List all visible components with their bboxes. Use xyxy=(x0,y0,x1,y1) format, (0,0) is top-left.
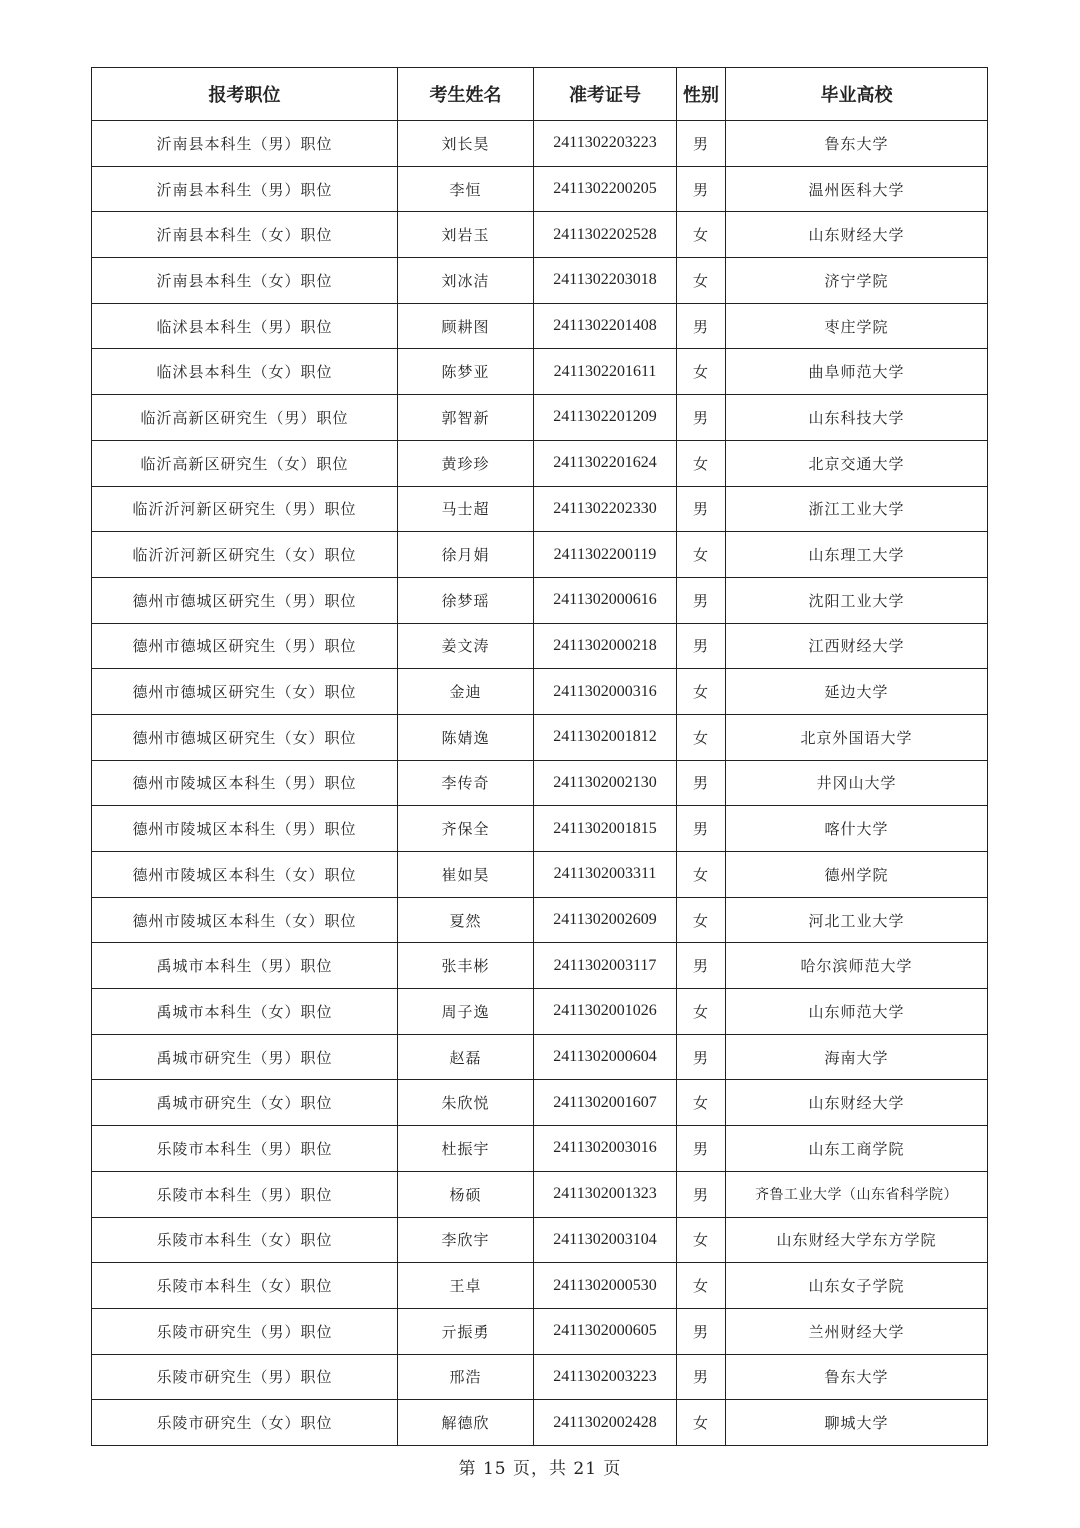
table-row xyxy=(92,212,988,258)
cell-position: 乐陵市研究生（女）职位 xyxy=(92,1400,398,1446)
admission-table xyxy=(91,67,988,1446)
cell-position: 禹城市本科生（女）职位 xyxy=(92,989,398,1035)
cell-school: 鲁东大学 xyxy=(726,1354,988,1400)
cell-exam-id: 2411302201209 xyxy=(534,395,677,441)
cell-exam-id: 2411302002130 xyxy=(534,760,677,806)
table-row xyxy=(92,1263,988,1309)
cell-name: 亓振勇 xyxy=(398,1308,534,1354)
table-row xyxy=(92,1034,988,1080)
cell-exam-id: 2411302002609 xyxy=(534,897,677,943)
table-row xyxy=(92,989,988,1035)
cell-name: 徐梦瑶 xyxy=(398,577,534,623)
cell-gender: 男 xyxy=(677,1171,726,1217)
cell-school: 济宁学院 xyxy=(726,258,988,304)
cell-school: 山东师范大学 xyxy=(726,989,988,1035)
header-gender: 性别 xyxy=(677,68,726,121)
cell-gender: 女 xyxy=(677,669,726,715)
cell-gender: 女 xyxy=(677,714,726,760)
cell-position: 乐陵市本科生（女）职位 xyxy=(92,1263,398,1309)
table-row xyxy=(92,486,988,532)
cell-gender: 女 xyxy=(677,349,726,395)
cell-name: 邢浩 xyxy=(398,1354,534,1400)
cell-position: 德州市陵城区本科生（女）职位 xyxy=(92,897,398,943)
cell-name: 李传奇 xyxy=(398,760,534,806)
cell-name: 陈婧逸 xyxy=(398,714,534,760)
cell-exam-id: 2411302003117 xyxy=(534,943,677,989)
cell-school: 河北工业大学 xyxy=(726,897,988,943)
cell-position: 德州市陵城区本科生（男）职位 xyxy=(92,806,398,852)
cell-name: 刘岩玉 xyxy=(398,212,534,258)
header-school: 毕业高校 xyxy=(726,68,988,121)
cell-school: 沈阳工业大学 xyxy=(726,577,988,623)
cell-name: 马士超 xyxy=(398,486,534,532)
cell-exam-id: 2411302202528 xyxy=(534,212,677,258)
cell-exam-id: 2411302003311 xyxy=(534,852,677,898)
cell-gender: 男 xyxy=(677,121,726,167)
cell-exam-id: 2411302001607 xyxy=(534,1080,677,1126)
cell-name: 金迪 xyxy=(398,669,534,715)
cell-gender: 女 xyxy=(677,852,726,898)
cell-position: 临沂沂河新区研究生（女）职位 xyxy=(92,532,398,578)
cell-school: 兰州财经大学 xyxy=(726,1308,988,1354)
cell-school: 哈尔滨师范大学 xyxy=(726,943,988,989)
cell-gender: 男 xyxy=(677,1034,726,1080)
table-row xyxy=(92,760,988,806)
cell-exam-id: 2411302203018 xyxy=(534,258,677,304)
cell-position: 禹城市研究生（女）职位 xyxy=(92,1080,398,1126)
cell-gender: 男 xyxy=(677,760,726,806)
cell-exam-id: 2411302000616 xyxy=(534,577,677,623)
cell-school: 山东科技大学 xyxy=(726,395,988,441)
cell-name: 周子逸 xyxy=(398,989,534,1035)
cell-exam-id: 2411302201408 xyxy=(534,303,677,349)
cell-position: 沂南县本科生（女）职位 xyxy=(92,258,398,304)
cell-position: 乐陵市本科生（男）职位 xyxy=(92,1171,398,1217)
cell-school: 齐鲁工业大学（山东省科学院） xyxy=(726,1171,988,1217)
cell-gender: 男 xyxy=(677,943,726,989)
table-row xyxy=(92,1308,988,1354)
cell-name: 刘冰洁 xyxy=(398,258,534,304)
header-position: 报考职位 xyxy=(92,68,398,121)
table-row xyxy=(92,1354,988,1400)
cell-position: 临沂沂河新区研究生（男）职位 xyxy=(92,486,398,532)
table-body xyxy=(92,121,988,1446)
cell-position: 临沂高新区研究生（女）职位 xyxy=(92,440,398,486)
cell-school: 北京交通大学 xyxy=(726,440,988,486)
cell-name: 夏然 xyxy=(398,897,534,943)
table-row xyxy=(92,714,988,760)
cell-gender: 男 xyxy=(677,806,726,852)
cell-name: 李恒 xyxy=(398,166,534,212)
cell-name: 齐保全 xyxy=(398,806,534,852)
cell-gender: 男 xyxy=(677,395,726,441)
cell-name: 张丰彬 xyxy=(398,943,534,989)
table-row xyxy=(92,1080,988,1126)
cell-school: 延边大学 xyxy=(726,669,988,715)
table-row xyxy=(92,1217,988,1263)
cell-position: 沂南县本科生（男）职位 xyxy=(92,121,398,167)
cell-gender: 男 xyxy=(677,577,726,623)
cell-position: 德州市德城区研究生（女）职位 xyxy=(92,669,398,715)
table-header xyxy=(92,68,988,121)
cell-gender: 男 xyxy=(677,623,726,669)
cell-position: 德州市德城区研究生（男）职位 xyxy=(92,577,398,623)
cell-name: 姜文涛 xyxy=(398,623,534,669)
cell-school: 山东理工大学 xyxy=(726,532,988,578)
cell-school: 井冈山大学 xyxy=(726,760,988,806)
table-row xyxy=(92,897,988,943)
cell-school: 浙江工业大学 xyxy=(726,486,988,532)
cell-position: 乐陵市研究生（男）职位 xyxy=(92,1354,398,1400)
cell-position: 乐陵市本科生（女）职位 xyxy=(92,1217,398,1263)
cell-gender: 男 xyxy=(677,1308,726,1354)
cell-position: 临沭县本科生（女）职位 xyxy=(92,349,398,395)
table-row xyxy=(92,166,988,212)
cell-position: 沂南县本科生（女）职位 xyxy=(92,212,398,258)
cell-gender: 男 xyxy=(677,1126,726,1172)
cell-position: 德州市陵城区本科生（男）职位 xyxy=(92,760,398,806)
table-row xyxy=(92,623,988,669)
cell-position: 德州市德城区研究生（男）职位 xyxy=(92,623,398,669)
table-row xyxy=(92,1171,988,1217)
cell-school: 江西财经大学 xyxy=(726,623,988,669)
cell-position: 禹城市本科生（男）职位 xyxy=(92,943,398,989)
table-row xyxy=(92,121,988,167)
cell-gender: 女 xyxy=(677,989,726,1035)
table-row xyxy=(92,440,988,486)
cell-exam-id: 2411302003223 xyxy=(534,1354,677,1400)
table-row xyxy=(92,395,988,441)
cell-gender: 男 xyxy=(677,166,726,212)
cell-name: 崔如昊 xyxy=(398,852,534,898)
cell-gender: 男 xyxy=(677,486,726,532)
header-name: 考生姓名 xyxy=(398,68,534,121)
cell-exam-id: 2411302000605 xyxy=(534,1308,677,1354)
table-row xyxy=(92,669,988,715)
cell-exam-id: 2411302200119 xyxy=(534,532,677,578)
cell-gender: 女 xyxy=(677,897,726,943)
cell-school: 喀什大学 xyxy=(726,806,988,852)
cell-exam-id: 2411302000604 xyxy=(534,1034,677,1080)
cell-exam-id: 2411302003104 xyxy=(534,1217,677,1263)
cell-exam-id: 2411302001323 xyxy=(534,1171,677,1217)
cell-exam-id: 2411302000316 xyxy=(534,669,677,715)
cell-exam-id: 2411302000530 xyxy=(534,1263,677,1309)
cell-position: 临沂高新区研究生（男）职位 xyxy=(92,395,398,441)
cell-gender: 男 xyxy=(677,303,726,349)
cell-position: 临沭县本科生（男）职位 xyxy=(92,303,398,349)
cell-name: 解德欣 xyxy=(398,1400,534,1446)
header-exam-id: 准考证号 xyxy=(534,68,677,121)
cell-name: 陈梦亚 xyxy=(398,349,534,395)
cell-exam-id: 2411302201624 xyxy=(534,440,677,486)
table-row xyxy=(92,806,988,852)
table-row xyxy=(92,577,988,623)
cell-school: 聊城大学 xyxy=(726,1400,988,1446)
cell-exam-id: 2411302002428 xyxy=(534,1400,677,1446)
cell-school: 枣庄学院 xyxy=(726,303,988,349)
cell-exam-id: 2411302001812 xyxy=(534,714,677,760)
cell-school: 山东财经大学 xyxy=(726,212,988,258)
table-row xyxy=(92,303,988,349)
cell-position: 乐陵市本科生（男）职位 xyxy=(92,1126,398,1172)
table-row xyxy=(92,852,988,898)
cell-position: 乐陵市研究生（男）职位 xyxy=(92,1308,398,1354)
table-row xyxy=(92,1400,988,1446)
cell-school: 山东财经大学 xyxy=(726,1080,988,1126)
cell-gender: 女 xyxy=(677,1217,726,1263)
cell-exam-id: 2411302001815 xyxy=(534,806,677,852)
table-row xyxy=(92,532,988,578)
cell-name: 朱欣悦 xyxy=(398,1080,534,1126)
cell-name: 顾耕图 xyxy=(398,303,534,349)
cell-school: 山东财经大学东方学院 xyxy=(726,1217,988,1263)
cell-position: 禹城市研究生（男）职位 xyxy=(92,1034,398,1080)
cell-name: 王卓 xyxy=(398,1263,534,1309)
cell-gender: 女 xyxy=(677,212,726,258)
cell-name: 赵磊 xyxy=(398,1034,534,1080)
cell-gender: 女 xyxy=(677,1080,726,1126)
table-row xyxy=(92,943,988,989)
cell-name: 杨硕 xyxy=(398,1171,534,1217)
cell-school: 山东女子学院 xyxy=(726,1263,988,1309)
cell-school: 温州医科大学 xyxy=(726,166,988,212)
cell-school: 山东工商学院 xyxy=(726,1126,988,1172)
cell-school: 海南大学 xyxy=(726,1034,988,1080)
page-number: 第 15 页，共 21 页 xyxy=(458,1459,622,1479)
cell-position: 德州市德城区研究生（女）职位 xyxy=(92,714,398,760)
cell-exam-id: 2411302202330 xyxy=(534,486,677,532)
cell-school: 德州学院 xyxy=(726,852,988,898)
cell-exam-id: 2411302203223 xyxy=(534,121,677,167)
cell-school: 曲阜师范大学 xyxy=(726,349,988,395)
cell-gender: 女 xyxy=(677,440,726,486)
cell-position: 沂南县本科生（男）职位 xyxy=(92,166,398,212)
table-row xyxy=(92,349,988,395)
cell-gender: 女 xyxy=(677,1263,726,1309)
cell-school: 北京外国语大学 xyxy=(726,714,988,760)
header-row xyxy=(92,68,988,121)
table-row xyxy=(92,258,988,304)
cell-exam-id: 2411302003016 xyxy=(534,1126,677,1172)
table-row xyxy=(92,1126,988,1172)
cell-exam-id: 2411302201611 xyxy=(534,349,677,395)
cell-name: 徐月娟 xyxy=(398,532,534,578)
cell-name: 杜振宇 xyxy=(398,1126,534,1172)
cell-exam-id: 2411302001026 xyxy=(534,989,677,1035)
cell-gender: 女 xyxy=(677,258,726,304)
cell-gender: 女 xyxy=(677,532,726,578)
cell-exam-id: 2411302000218 xyxy=(534,623,677,669)
cell-school: 鲁东大学 xyxy=(726,121,988,167)
cell-gender: 女 xyxy=(677,1400,726,1446)
cell-exam-id: 2411302200205 xyxy=(534,166,677,212)
cell-name: 刘长昊 xyxy=(398,121,534,167)
cell-name: 郭智新 xyxy=(398,395,534,441)
cell-position: 德州市陵城区本科生（女）职位 xyxy=(92,852,398,898)
cell-name: 李欣宇 xyxy=(398,1217,534,1263)
cell-name: 黄珍珍 xyxy=(398,440,534,486)
cell-gender: 男 xyxy=(677,1354,726,1400)
